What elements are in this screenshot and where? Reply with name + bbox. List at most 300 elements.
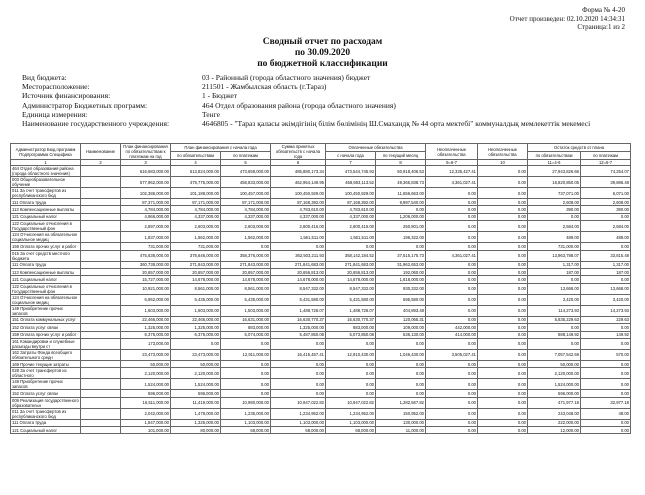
code-cell: 169 Прочие текущие затраты	[11, 360, 81, 367]
plan-payments-cell: 271,843,000.00	[221, 261, 271, 268]
unpaid-cell: 442,000.00	[426, 324, 478, 331]
accepted-cell: 462,954,149.95	[271, 177, 326, 188]
unpaid-2-cell: 0.00	[478, 316, 528, 323]
table-row	[11, 427, 631, 434]
plan-obligations-cell: 1,524,000.00	[171, 379, 221, 390]
unpaid-2-cell: 0.00	[478, 397, 528, 408]
plan-payments-cell: 883,000.00	[221, 324, 271, 331]
form-number: Форма № 4-20	[582, 6, 625, 14]
plan-obligations-cell: 479,775,000.00	[171, 177, 221, 188]
name-cell	[81, 294, 121, 305]
plan-payments-cell: 16,631,000.00	[221, 316, 271, 323]
paid-ytd-cell: 0.00	[326, 368, 376, 379]
paid-ytd-cell: 1,488,726.07	[326, 305, 376, 316]
annual-plan-cell: 101,000.00	[121, 427, 171, 434]
code-cell: 162 Затраты Фонда всеобщего обязательного средн	[11, 349, 81, 360]
rem-obligations-cell: 1,317.00	[528, 261, 581, 268]
rem-obligations-cell: 737,071.00	[528, 188, 581, 199]
plan-obligations-cell: 1,325,000.00	[171, 324, 221, 331]
table-row	[11, 397, 631, 408]
plan-obligations-cell: 271,843,000.00	[171, 261, 221, 268]
col-header-paid-ytd: с начала года	[326, 152, 376, 160]
paid-month-cell: 196,322.00	[376, 232, 426, 243]
paid-month-cell: 31,962,653.00	[376, 261, 426, 268]
plan-payments-cell: 1,235,000.00	[221, 408, 271, 419]
unpaid-cell: 4,361,027.41	[426, 177, 478, 188]
rem-payments-cell: 0.00	[581, 324, 631, 331]
unpaid-2-cell: 0.00	[478, 294, 528, 305]
rem-obligations-cell: 0.00	[528, 338, 581, 349]
name-cell	[81, 250, 121, 261]
name-cell	[81, 305, 121, 316]
annual-plan-cell: 360,738,000.00	[121, 261, 171, 268]
paid-month-cell: 0.00	[376, 390, 426, 397]
paid-month-cell: 11,656,663.00	[376, 188, 426, 199]
paid-ytd-cell: 10,947,022.82	[326, 397, 376, 408]
plan-payments-cell: 0.00	[221, 360, 271, 367]
name-cell	[81, 360, 121, 367]
name-cell	[81, 221, 121, 232]
plan-obligations-cell: 4,784,000.00	[171, 206, 221, 213]
paid-month-cell: 0.00	[376, 379, 426, 390]
unpaid-cell: 0.00	[426, 338, 478, 349]
paid-month-cell: 0.00	[376, 338, 426, 349]
paid-ytd-cell: 8,547,332.00	[326, 283, 376, 294]
rem-obligations-cell: 2,608.00	[528, 199, 581, 206]
table-row	[11, 305, 631, 316]
name-cell	[81, 177, 121, 188]
accepted-cell: 485,880,173.34	[271, 166, 326, 177]
rem-obligations-cell: 471,977.18	[528, 397, 581, 408]
unpaid-cell: 414,000.00	[426, 331, 478, 338]
annual-plan-cell: 10,921,000.00	[121, 283, 171, 294]
code-cell: 111 Оплата труда	[11, 199, 81, 206]
rem-obligations-cell: 50,000.00	[528, 360, 581, 367]
paid-ytd-cell: 1,234,952.00	[326, 408, 376, 419]
paid-month-cell: 0.00	[376, 360, 426, 367]
name-cell	[81, 213, 121, 220]
name-cell	[81, 243, 121, 250]
unpaid-cell: 0.00	[426, 243, 478, 250]
report-header-info	[510, 6, 625, 32]
accepted-cell: 87,168,392.00	[271, 199, 326, 206]
name-cell	[81, 419, 121, 426]
unpaid-2-cell: 0.00	[478, 199, 528, 206]
code-cell: 028 За счет трансфертов из областного	[11, 368, 81, 379]
rem-payments-cell: 489.00	[581, 232, 631, 243]
paid-ytd-cell: 0.00	[326, 360, 376, 367]
rem-obligations-cell: 0.00	[528, 213, 581, 220]
unpaid-2-cell: 0.00	[478, 261, 528, 268]
table-row	[11, 232, 631, 243]
col-header-plan-payments: по платежам	[221, 152, 271, 160]
plan-obligations-cell: 5,435,000.00	[171, 294, 221, 305]
code-cell: 152 Оплата услуг связи	[11, 390, 81, 397]
paid-ytd-cell: 0.00	[326, 379, 376, 390]
accepted-cell: 0.00	[271, 243, 326, 250]
unpaid-2-cell: 0.00	[478, 243, 528, 250]
accepted-cell: 8,547,332.00	[271, 283, 326, 294]
annual-plan-cell: 577,962,000.00	[121, 177, 171, 188]
table-row	[11, 408, 631, 419]
unpaid-2-cell: 0.00	[478, 408, 528, 419]
plan-obligations-cell: 1,603,000.00	[171, 305, 221, 316]
col-header-paid-month: по текущий месяц	[376, 152, 426, 160]
unpaid-2-cell: 0.00	[478, 221, 528, 232]
col-index: 8	[376, 160, 426, 166]
paid-ytd-cell: 5,073,850.08	[326, 331, 376, 338]
unpaid-cell: 0.00	[426, 232, 478, 243]
unpaid-cell: 0.00	[426, 276, 478, 283]
paid-ytd-cell: 458,593,113.52	[326, 177, 376, 188]
meta-label: Администратор Бюджетных программ:	[22, 100, 148, 110]
annual-plan-cell: 15,727,000.00	[121, 276, 171, 283]
code-cell: 464 Отдел образования района (города областного значения)	[11, 166, 81, 177]
plan-payments-cell: 68,000.00	[221, 427, 271, 434]
rem-obligations-cell: 243,048.00	[528, 408, 581, 419]
code-cell: 003 Общеобразовательное обучение	[11, 177, 81, 188]
rem-payments-cell: 0.00	[581, 427, 631, 434]
code-cell: 122 Социальные отчисления в Государственный фон	[11, 221, 81, 232]
plan-payments-cell: 4,337,000.00	[221, 213, 271, 220]
annual-plan-cell: 1,847,000.00	[121, 419, 171, 426]
unpaid-cell: 0.00	[426, 283, 478, 294]
plan-obligations-cell: 378,646,000.00	[171, 250, 221, 261]
table-row	[11, 316, 631, 323]
rem-obligations-cell: 390.00	[528, 206, 581, 213]
paid-ytd-cell: 20,656,813.00	[326, 268, 376, 275]
plan-payments-cell: 0.00	[221, 390, 271, 397]
col-index: 7	[326, 160, 376, 166]
col-header-plan-obligations: по обязательствам	[171, 152, 221, 160]
plan-obligations-cell: 513,824,000.00	[171, 166, 221, 177]
rem-payments-cell: 0.00	[581, 360, 631, 367]
report-date: по 30.09.2020	[294, 48, 351, 58]
rem-payments-cell: 0.00	[581, 213, 631, 220]
plan-payments-cell: 0.00	[221, 338, 271, 349]
annual-plan-cell: 6,376,000.00	[121, 331, 171, 338]
code-cell: 009 Реализация государственного образовательн	[12, 397, 79, 408]
name-cell	[81, 408, 121, 419]
accepted-cell: 362,503,211.93	[271, 250, 326, 261]
plan-obligations-cell: 50,000.00	[171, 360, 221, 367]
plan-obligations-cell: 2,120,000.00	[171, 368, 221, 379]
unpaid-2-cell: 0.00	[478, 305, 528, 316]
unpaid-2-cell: 0.00	[478, 177, 528, 188]
rem-payments-cell: 0.00	[581, 276, 631, 283]
accepted-cell: 1,234,952.00	[271, 408, 326, 419]
rem-obligations-cell: 13,668.00	[528, 283, 581, 294]
name-cell	[81, 324, 121, 331]
unpaid-2-cell: 0.00	[478, 276, 528, 283]
unpaid-2-cell: 0.00	[478, 188, 528, 199]
name-cell	[81, 390, 121, 397]
plan-obligations-cell: 101,188,000.00	[171, 188, 221, 199]
meta-label: Месторасположение:	[22, 82, 90, 92]
meta-value: Тенге	[202, 109, 220, 119]
accepted-cell: 0.00	[271, 379, 326, 390]
accepted-cell: 1,325,000.00	[271, 324, 326, 331]
annual-plan-cell: 4,966,000.00	[121, 213, 171, 220]
plan-obligations-cell: 8,561,000.00	[171, 283, 221, 294]
plan-obligations-cell: 4,337,000.00	[171, 213, 221, 220]
plan-payments-cell: 12,911,000.00	[221, 349, 271, 360]
rem-payments-cell: 33,815.48	[581, 250, 631, 261]
code-cell: 011 За счет трансфертов из республиканского бюд	[11, 188, 81, 199]
unpaid-cell: 3,505,027.41	[426, 349, 478, 360]
plan-payments-cell: 0.00	[221, 379, 271, 390]
meta-value: 1 - Бюджет	[202, 91, 238, 101]
table-row	[11, 268, 631, 275]
name-cell	[81, 397, 121, 408]
unpaid-2-cell: 0.00	[478, 206, 528, 213]
meta-label: Источник финансирования:	[22, 91, 111, 101]
unpaid-2-cell: 0.00	[478, 427, 528, 434]
rem-payments-cell: 74,254.07	[581, 166, 631, 177]
plan-payments-cell: 10,980,000.00	[221, 397, 271, 408]
table-row	[11, 243, 631, 250]
code-cell: 124 Отчисления на обязательное социальное медиц	[11, 294, 81, 305]
rem-obligations-cell: 114,273.93	[528, 305, 581, 316]
plan-obligations-cell: 20,657,000.00	[171, 268, 221, 275]
col-index: 9=6-7	[426, 160, 478, 166]
paid-month-cell: 0.00	[376, 368, 426, 379]
table-row	[11, 221, 631, 232]
accepted-cell: 68,000.00	[271, 427, 326, 434]
accepted-cell: 16,630,770.37	[271, 316, 326, 323]
rem-obligations-cell: 2,120,000.00	[528, 368, 581, 379]
rem-obligations-cell: 731,000.00	[528, 243, 581, 250]
meta-value: 03 - Районный (города областного значения) бюджет	[202, 73, 371, 82]
meta-label: Наименование государственного учреждения:	[22, 119, 170, 129]
annual-plan-cell: 1,837,000.00	[121, 232, 171, 243]
name-cell	[81, 268, 121, 275]
paid-month-cell: 120,065.31	[376, 316, 426, 323]
plan-obligations-cell: 23,473,000.00	[171, 349, 221, 360]
accepted-cell: 0.00	[271, 368, 326, 379]
plan-payments-cell: 20,657,000.00	[221, 268, 271, 275]
code-cell: 121 Социальный налог	[11, 276, 81, 283]
unpaid-cell: 0.00	[426, 316, 478, 323]
table-row	[11, 379, 631, 390]
col-header-unpaid-2: Неоплаченные обязательства	[478, 144, 528, 160]
code-cell: 122 Социальные отчисления в Государственный фон	[11, 283, 81, 294]
plan-obligations-cell: 1,478,000.00	[171, 408, 221, 419]
plan-payments-cell: 8,561,000.00	[221, 283, 271, 294]
annual-plan-cell: 2,120,000.00	[121, 368, 171, 379]
unpaid-cell: 0.00	[426, 261, 478, 268]
rem-payments-cell: 14,273.93	[581, 305, 631, 316]
unpaid-cell: 0.00	[426, 397, 478, 408]
paid-ytd-cell: 883,000.00	[326, 324, 376, 331]
rem-obligations-cell: 12,000.00	[528, 427, 581, 434]
unpaid-cell: 0.00	[426, 368, 478, 379]
unpaid-cell: 0.00	[426, 305, 478, 316]
accepted-cell: 2,600,416.00	[271, 221, 326, 232]
plan-obligations-cell: 1,562,000.00	[171, 232, 221, 243]
unpaid-2-cell: 0.00	[478, 338, 528, 349]
group-header-paid: Оплаченные обязательства	[326, 144, 426, 152]
unpaid-2-cell: 0.00	[478, 324, 528, 331]
plan-payments-cell: 100,457,000.00	[221, 188, 271, 199]
paid-month-cell: 595,580.00	[376, 294, 426, 305]
plan-payments-cell: 5,435,000.00	[221, 294, 271, 305]
table-row	[11, 338, 631, 349]
meta-value: 4646805 - "Тараз қаласы әкімдігінің білім бөлімінің Ш.Смахандқ № 44 орта мектебі" коммуналдық мемлекеттік мекемесі	[202, 119, 591, 129]
rem-obligations-cell: 0.00	[528, 324, 581, 331]
unpaid-cell: 4,361,027.41	[426, 250, 478, 261]
annual-plan-cell: 731,000.00	[121, 243, 171, 250]
annual-plan-cell: 475,636,000.00	[121, 250, 171, 261]
rem-obligations-cell: 1,524,000.00	[528, 379, 581, 390]
unpaid-2-cell: 0.00	[478, 349, 528, 360]
name-cell	[81, 261, 121, 268]
plan-payments-cell: 1,103,000.00	[221, 419, 271, 426]
table-row	[11, 206, 631, 213]
rem-payments-cell: 229.63	[581, 316, 631, 323]
name-cell	[81, 232, 121, 243]
plan-payments-cell: 0.00	[221, 243, 271, 250]
paid-month-cell: 1,046,430.00	[376, 349, 426, 360]
col-index: 11=4-6	[528, 160, 581, 166]
accepted-cell: 0.00	[271, 360, 326, 367]
plan-payments-cell: 87,171,000.00	[221, 199, 271, 206]
code-cell: 159 Оплата прочих услуг и работ	[11, 331, 81, 338]
annual-plan-cell: 1,325,000.00	[121, 324, 171, 331]
table-row	[11, 261, 631, 268]
paid-month-cell: 536,130.00	[376, 331, 426, 338]
col-index: 4	[171, 160, 221, 166]
unpaid-cell: 0.00	[426, 268, 478, 275]
paid-ytd-cell: 68,000.00	[326, 427, 376, 434]
generated-timestamp: Отчет произведен: 02.10.2020 14:34:31	[509, 14, 625, 23]
paid-ytd-cell: 0.00	[326, 390, 376, 397]
col-header-rem-obligations: по обязательствам	[528, 152, 581, 160]
paid-ytd-cell: 4,337,000.00	[326, 213, 376, 220]
name-cell	[81, 379, 121, 390]
accepted-cell: 20,656,813.00	[271, 268, 326, 275]
rem-obligations-cell: 596,000.00	[528, 390, 581, 397]
annual-plan-cell: 596,000.00	[121, 390, 171, 397]
page-counter: Страница:1 из 2	[577, 23, 625, 31]
paid-month-cell: 1,282,567.82	[376, 397, 426, 408]
annual-plan-cell: 22,466,000.00	[121, 316, 171, 323]
paid-month-cell: 50,918,406.53	[376, 166, 426, 177]
table-row	[11, 349, 631, 360]
annual-plan-cell: 6,952,000.00	[121, 294, 171, 305]
code-cell: 113 Компенсационные выплаты	[11, 268, 81, 275]
plan-obligations-cell: 1,325,000.00	[171, 419, 221, 426]
col-index: 12=5-7	[581, 160, 631, 166]
annual-plan-cell: 1,603,000.00	[121, 305, 171, 316]
unpaid-cell: 0.00	[426, 188, 478, 199]
unpaid-2-cell: 0.00	[478, 283, 528, 294]
code-cell: 111 Оплата труда	[11, 419, 81, 426]
meta-value: 211501 - Жамбылская область (г.Тараз)	[202, 82, 327, 92]
annual-plan-cell: 4,784,000.00	[121, 206, 171, 213]
col-index: 3	[121, 160, 171, 166]
meta-label: Единица измерения:	[22, 109, 88, 119]
table-row	[11, 419, 631, 426]
rem-obligations-cell: 0.00	[528, 276, 581, 283]
annual-plan-cell: 173,000.00	[121, 338, 171, 349]
name-cell	[81, 338, 121, 349]
table-row	[11, 276, 631, 283]
paid-month-cell: 1,206,000.00	[376, 213, 426, 220]
rem-payments-cell: 13,668.00	[581, 283, 631, 294]
table-row	[11, 283, 631, 294]
unpaid-2-cell: 0.00	[478, 390, 528, 397]
accepted-cell: 16,415,457.41	[271, 349, 326, 360]
unpaid-2-cell: 0.00	[478, 419, 528, 426]
paid-ytd-cell: 473,544,745.93	[326, 166, 376, 177]
paid-month-cell: 930,332.00	[376, 283, 426, 294]
rem-payments-cell: 390.00	[581, 206, 631, 213]
report-subtitle: по бюджетной классификации	[257, 59, 388, 69]
annual-plan-cell: 1,524,000.00	[121, 379, 171, 390]
col-index: 5	[221, 160, 271, 166]
paid-month-cell: 250,801.00	[376, 221, 426, 232]
paid-month-cell: 109,000.00	[376, 324, 426, 331]
paid-ytd-cell: 358,142,184.52	[326, 250, 376, 261]
rem-payments-cell: 1,317.00	[581, 261, 631, 268]
paid-ytd-cell: 14,678,000.00	[326, 276, 376, 283]
rem-payments-cell: 0.00	[581, 379, 631, 390]
plan-obligations-cell: 731,000.00	[171, 243, 221, 250]
name-cell	[81, 427, 121, 434]
plan-payments-cell: 14,678,000.00	[221, 276, 271, 283]
code-cell: 151 Оплата коммунальных услуг	[11, 316, 81, 323]
meta-row	[22, 110, 590, 119]
unpaid-2-cell: 0.00	[478, 368, 528, 379]
table-row	[11, 390, 631, 397]
code-cell: 159 Оплата прочих услуг и работ	[11, 243, 81, 250]
plan-payments-cell: 358,376,000.00	[221, 250, 271, 261]
unpaid-cell: 0.00	[426, 427, 478, 434]
meta-row	[22, 119, 590, 128]
unpaid-2-cell: 0.00	[478, 166, 528, 177]
rem-obligations-cell: 222,000.00	[528, 419, 581, 426]
accepted-cell: 14,678,000.00	[271, 276, 326, 283]
paid-ytd-cell: 2,600,416.00	[326, 221, 376, 232]
accepted-cell: 0.00	[271, 338, 326, 349]
paid-ytd-cell: 100,450,929.00	[326, 188, 376, 199]
rem-payments-cell: 2,584.00	[581, 221, 631, 232]
paid-month-cell: 11,000.00	[376, 427, 426, 434]
unpaid-cell: 0.00	[426, 294, 478, 305]
plan-payments-cell: 1,503,000.00	[221, 305, 271, 316]
col-index: 1	[11, 160, 81, 166]
unpaid-cell: 0.00	[426, 408, 478, 419]
unpaid-cell: 0.00	[426, 390, 478, 397]
paid-ytd-cell: 5,431,580.00	[326, 294, 376, 305]
rem-payments-cell: 570.00	[581, 349, 631, 360]
report-title: Сводный отчет по расходам	[262, 37, 383, 47]
paid-month-cell: 150,952.00	[376, 408, 426, 419]
plan-payments-cell: 1,562,000.00	[221, 232, 271, 243]
code-cell: 121 Социальный налог	[11, 427, 81, 434]
annual-plan-cell: 102,386,000.00	[121, 188, 171, 199]
unpaid-cell: 0.00	[426, 360, 478, 367]
rem-payments-cell: 39,886.48	[581, 177, 631, 188]
code-cell: 015 За счет средств местного бюджета	[11, 250, 81, 261]
plan-payments-cell: 473,659,000.00	[221, 166, 271, 177]
annual-plan-cell: 20,657,000.00	[121, 268, 171, 275]
rem-obligations-cell: 27,943,826.66	[528, 166, 581, 177]
paid-month-cell: 1,618,000.00	[376, 276, 426, 283]
accepted-cell: 5,431,580.00	[271, 294, 326, 305]
unpaid-cell: 0.00	[426, 221, 478, 232]
